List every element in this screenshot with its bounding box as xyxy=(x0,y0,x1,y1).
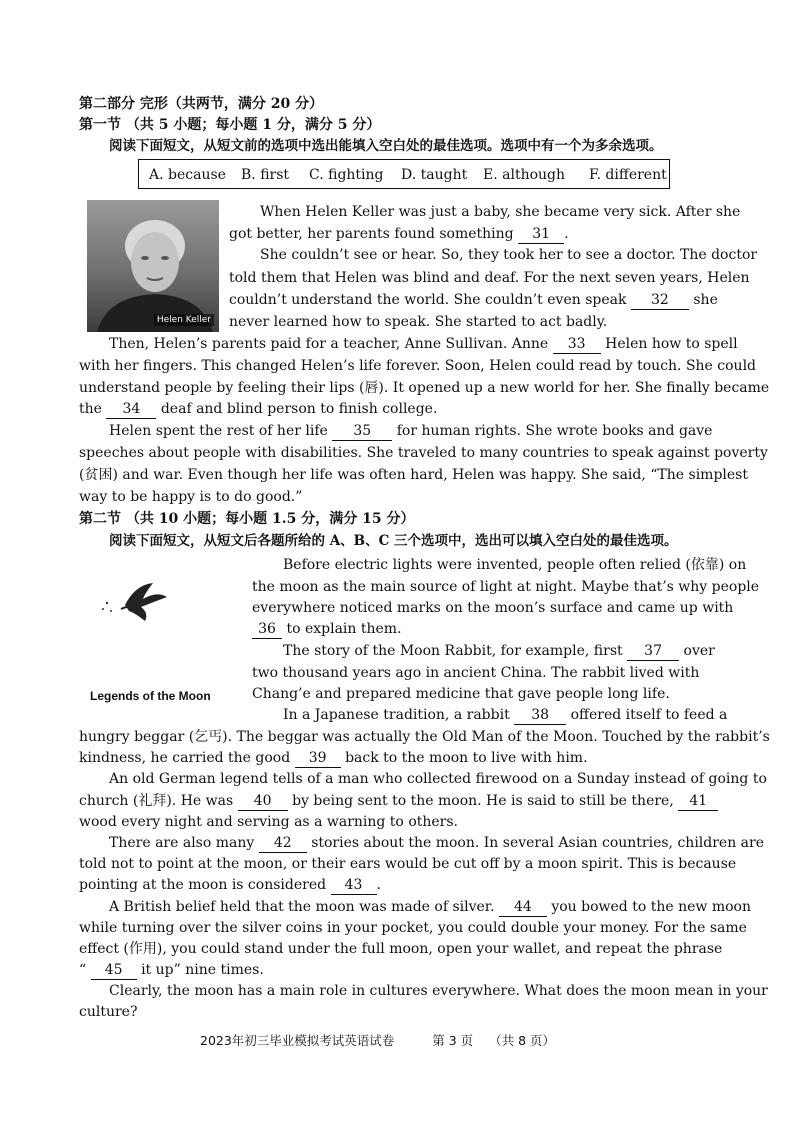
p2-line: Chang’e and prepared medicine that gave people long life. xyxy=(252,686,670,702)
p1-line: the 34 deaf and blind person to finish college. xyxy=(79,401,438,417)
p1-line: Helen spent the rest of her life 35 for human rights. She wrote books and gave xyxy=(109,423,713,439)
blank-37[interactable]: 37 xyxy=(627,643,679,661)
footer-exam: 2023年初三毕业模拟考试英语试卷 xyxy=(200,1033,395,1048)
blank-45[interactable]: 45 xyxy=(91,962,137,980)
blank-36[interactable]: 36 xyxy=(252,621,282,639)
p2-line: told not to point at the moon, or their ears would be cut off by a moon spirit. This is because xyxy=(79,856,737,872)
p2-line: effect (作用), you could stand under the full moon, open your wallet, and repeat the phrase xyxy=(79,941,723,957)
p1-line: speeches about people with disabilities. She traveled to many countries to speak against poverty xyxy=(79,445,768,461)
p2-line: the moon as the main source of light at night. Maybe that’s why people xyxy=(252,579,760,595)
blank-42[interactable]: 42 xyxy=(259,835,307,853)
p2-line: The story of the Moon Rabbit, for example, first 37 over xyxy=(283,643,715,659)
blank-31[interactable]: 31 xyxy=(518,226,564,244)
option-e: E. although xyxy=(483,167,566,183)
p1-line: with her fingers. This changed Helen’s life forever. Soon, Helen could read by touch. She could xyxy=(79,358,757,374)
moon-rabbit-icon xyxy=(95,575,175,625)
p1-line: got better, her parents found something 31 . xyxy=(229,226,569,242)
option-a: A. because xyxy=(149,167,226,183)
p2-line: church (礼拜). He was 40 by being sent to the moon. He is said to still be there, 41 xyxy=(79,791,718,812)
helen-keller-photo xyxy=(87,200,219,332)
p2-line: Before electric lights were invented, people often relied (依靠) on xyxy=(283,557,747,573)
option-d: D. taught xyxy=(401,167,468,183)
footer-total: （共 8 页） xyxy=(489,1033,556,1048)
p2-line: wood every night and serving as a warning to others. xyxy=(79,814,458,830)
p2-line: Clearly, the moon has a main role in cultures everywhere. What does the moon mean in your xyxy=(109,983,768,999)
p2-line: hungry beggar (乞丐). The beggar was actually the Old Man of the Moon. Touched by the rabbit’s xyxy=(79,729,770,745)
section2-instruction: 阅读下面短文，从短文后各题所给的 A、B、C 三个选项中，选出可以填入空白处的最佳选项。 xyxy=(109,533,678,549)
p2-line: 36 to explain them. xyxy=(252,619,402,640)
blank-35[interactable]: 35 xyxy=(332,423,392,441)
blank-34[interactable]: 34 xyxy=(106,401,156,419)
p2-line: while turning over the silver coins in your pocket, you could double your money. For the same xyxy=(79,920,747,936)
p2-line: “ 45 it up” nine times. xyxy=(79,962,264,978)
footer-page: 第 3 页 xyxy=(432,1033,474,1048)
p1-line: understand people by feeling their lips (唇). It opened up a new world for her. She finally became xyxy=(79,380,770,396)
blank-33[interactable]: 33 xyxy=(553,336,601,354)
p1-line: couldn’t understand the world. She couldn’t even speak 32 she xyxy=(229,292,718,308)
option-c: C. fighting xyxy=(309,167,384,183)
p1-line: She couldn’t see or hear. So, they took her to see a doctor. The doctor xyxy=(260,247,758,263)
blank-44[interactable]: 44 xyxy=(499,899,547,917)
p2-line: A British belief held that the moon was made of silver. 44 you bowed to the new moon xyxy=(109,899,751,915)
footer xyxy=(200,1030,555,1051)
legend-caption: Legends of the Moon xyxy=(90,689,211,703)
section2-title: 第二节 （共 10 小题；每小题 1.5 分，满分 15 分） xyxy=(79,511,415,527)
blank-43[interactable]: 43 xyxy=(331,877,377,895)
p2-line: everywhere noticed marks on the moon’s surface and came up with xyxy=(252,600,734,616)
helen-keller-portrait-icon xyxy=(87,200,219,332)
p1-line: (贫困) and war. Even though her life was often hard, Helen was happy. She said, “The simplest xyxy=(79,467,748,483)
options-box xyxy=(138,159,670,189)
p2-line: kindness, he carried the good 39 back to the moon to live with him. xyxy=(79,750,588,766)
p2-line: two thousand years ago in ancient China. The rabbit lived with xyxy=(252,665,700,681)
option-b: B. first xyxy=(241,167,290,183)
blank-40[interactable]: 40 xyxy=(238,793,288,811)
section1-title: 第一节 （共 5 小题；每小题 1 分，满分 5 分） xyxy=(79,117,381,133)
blank-38[interactable]: 38 xyxy=(514,707,566,725)
p1-line: When Helen Keller was just a baby, she became very sick. After she xyxy=(260,204,741,220)
p1-line: way to be happy is to do good.” xyxy=(79,489,303,505)
blank-39[interactable]: 39 xyxy=(295,750,341,768)
p2-line: In a Japanese tradition, a rabbit 38 offered itself to feed a xyxy=(283,707,728,723)
p1-line: never learned how to speak. She started to act badly. xyxy=(229,314,608,330)
photo-caption: Helen Keller xyxy=(154,314,214,326)
p2-line: culture? xyxy=(79,1004,138,1020)
section1-instruction: 阅读下面短文，从短文前的选项中选出能填入空白处的最佳选项。选项中有一个为多余选项。 xyxy=(109,138,663,154)
blank-32[interactable]: 32 xyxy=(631,292,689,310)
option-f: F. different xyxy=(589,167,667,183)
p1-line: told them that Helen was blind and deaf. For the next seven years, Helen xyxy=(229,270,750,286)
part-title: 第二部分 完形（共两节，满分 20 分） xyxy=(79,96,324,112)
p2-line: pointing at the moon is considered 43 . xyxy=(79,877,381,893)
blank-41[interactable]: 41 xyxy=(678,793,718,811)
p2-line: There are also many 42 stories about the moon. In several Asian countries, children are xyxy=(109,835,764,851)
p2-line: An old German legend tells of a man who collected firewood on a Sunday instead of going to xyxy=(109,771,767,787)
p1-line: Then, Helen’s parents paid for a teacher, Anne Sullivan. Anne 33 Helen how to spell xyxy=(109,336,738,352)
